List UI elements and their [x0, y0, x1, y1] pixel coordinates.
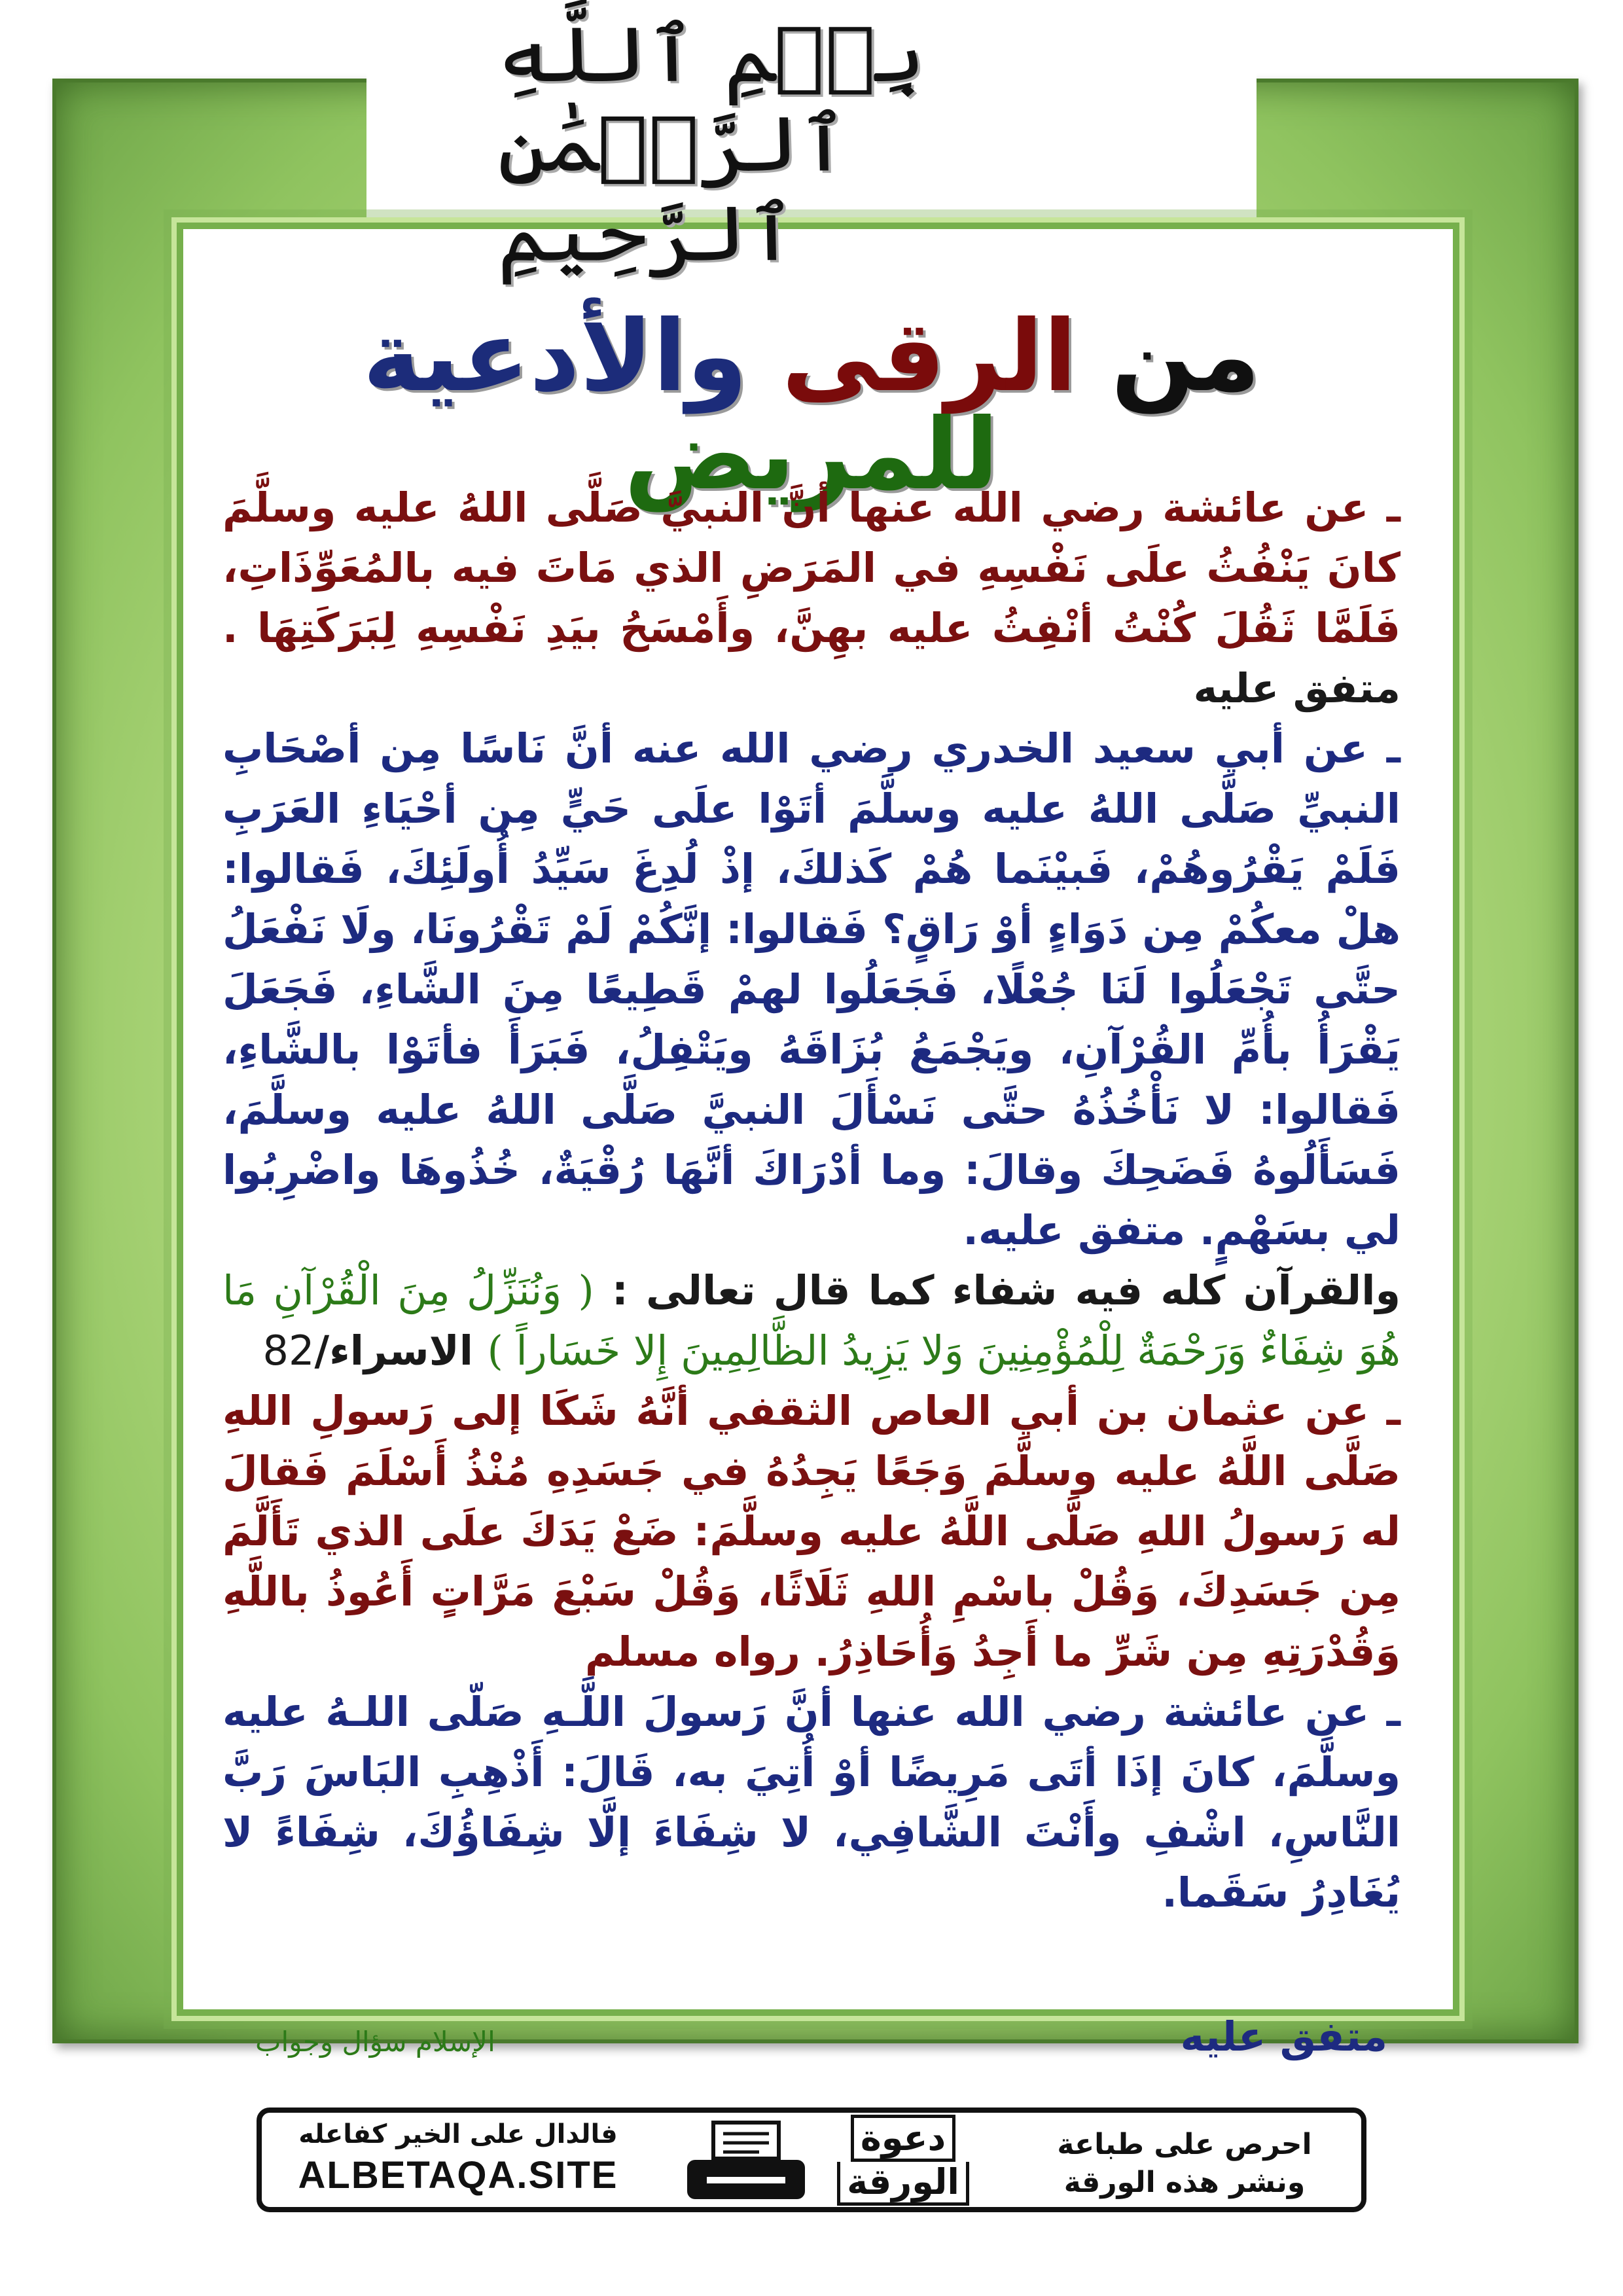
paragraph-2 — [223, 719, 1400, 1261]
source-credit: الإسلام سؤال وجواب — [255, 2026, 495, 2058]
paragraph-1-source: متفق عليه — [1193, 664, 1400, 712]
basmala-text: بِسۡمِ ٱللَّهِ ٱلرَّحۡمَٰنِ ٱلرَّحِيمِ — [497, 9, 926, 279]
footer-site-link[interactable]: ALBETAQA.SITE — [298, 2154, 618, 2197]
hadith-body — [223, 478, 1400, 2009]
paragraph-5-text: ـ عن عائشة رضي الله عنها أنَّ رَسولَ اللَّـهِ صَلّى اللـهُ عليه وسلَّمَ، كانَ إذَا أتَى مَرِيضًا أوْ أُتِيَ به، قَالَ: أَذْهِبِ البَاسَ رَبَّ النَّاسِ، اشْفِ وأَنْتَ الشَّافِي، لا شِفَاءَ إلَّا شِفَاؤُكَ، شِفَاءً لا يُغَادِرُ سَقَما. — [223, 1688, 1400, 1916]
page-title — [183, 300, 1440, 512]
printer-icon — [681, 2119, 812, 2204]
title-part-1: من — [1111, 300, 1260, 414]
paragraph-4 — [223, 1381, 1400, 1682]
paragraph-5 — [223, 1682, 1400, 1923]
verse-number: 82 — [262, 1327, 315, 1374]
paragraph-2-source: متفق عليه. — [963, 1206, 1186, 1254]
paragraph-3 — [223, 1261, 1400, 1381]
paragraph-4-text: ـ عن عثمان بن أبي العاص الثقفي أنَّهُ شَكَا إلى رَسولِ اللهِ صَلَّى اللَّهُ عليه وسلَّمَ وَجَعًا يَجِدُهُ في جَسَدِهِ مُنْذُ أَسْلَمَ فَقالَ له رَسولُ اللهِ صَلَّى اللَّهُ عليه وسلَّمَ: ضَعْ يَدَكَ علَى الذي تَأَلَّمَ مِن جَسَدِكَ، وَقُلْ باسْمِ اللهِ ثَلَاثًا، وَقُلْ سَبْعَ مَرَّاتٍ أَعُوذُ باللَّهِ وَقُدْرَتِهِ مِن شَرِّ ما أَجِدُ وَأُحَاذِرُ. — [223, 1387, 1400, 1676]
title-part-3: والأدعية — [363, 300, 748, 414]
footer-bar — [257, 2108, 1366, 2212]
footer-motto: فالدال على الخير كفاعله — [298, 2119, 618, 2149]
basmala-calligraphy — [497, 9, 1126, 279]
footer-site-block — [275, 2119, 641, 2197]
verse-reference: الاسراء/ — [314, 1327, 473, 1374]
footer-print-line-1: احرص على طباعة — [1057, 2128, 1312, 2161]
paragraph-1 — [223, 478, 1400, 719]
paragraph-5-source: متفق عليه — [1180, 2013, 1387, 2060]
logo-bottom-word: الورقة — [837, 2162, 969, 2206]
paragraph-2-text: ـ عن أبي سعيد الخدري رضي الله عنه أنَّ نَاسًا مِن أصْحَابِ النبيِّ صَلَّى اللهُ عليه وسلَّمَ أتَوْا علَى حَيٍّ مِن أحْيَاءِ العَرَبِ فَلَمْ يَقْرُوهُمْ، فَبيْنَما هُمْ كَذلكَ، إذْ لُدِغَ سَيِّدُ أُولَئِكَ، فَقالوا: هلْ معكُمْ مِن دَوَاءٍ أوْ رَاقٍ؟ فَقالوا: إنَّكُمْ لَمْ تَقْرُونَا، ولَا نَفْعَلُ حتَّى تَجْعَلُوا لَنَا جُعْلًا، فَجَعَلُوا لهمْ قَطِيعًا مِنَ الشَّاءِ، فَجَعَلَ يَقْرَأُ بأُمِّ القُرْآنِ، ويَجْمَعُ بُزَاقَهُ ويَتْفِلُ، فَبَرَأَ فأتَوْا بالشَّاءِ، فَقالوا: لا نَأْخُذُهُ حتَّى نَسْأَلَ النبيَّ صَلَّى اللهُ عليه وسلَّمَ، فَسَأَلُوهُ فَضَحِكَ وقالَ: وما أدْرَاكَ أنَّهَا رُقْيَةٌ، خُذُوهَا واضْرِبُوا لي بسَهْمٍ. — [223, 725, 1400, 1254]
quran-verse: ( وَنُنَزِّلُ مِنَ الْقُرْآنِ مَا هُوَ شِفَاءٌ وَرَحْمَةٌ لِلْمُؤْمِنِينَ وَلا يَزِيدُ الظَّالِمِينَ إِلا خَسَاراً ) — [223, 1266, 1400, 1374]
footer-print-note — [1027, 2126, 1342, 2202]
dawa-logo — [831, 2113, 975, 2207]
title-part-4: للمريض — [624, 398, 999, 512]
title-part-2: الرقى — [781, 300, 1077, 414]
footer-print-line-2: ونشر هذه الورقة — [1063, 2166, 1306, 2199]
paragraph-1-text: ـ عن عائشة رضي الله عنها أنَّ النبيَّ صَلَّى اللهُ عليه وسلَّمَ كانَ يَنْفُثُ علَى نَفْسِهِ في المَرَضِ الذي مَاتَ فيه بالمُعَوِّذَاتِ، فَلَمَّا ثَقُلَ كُنْتُ أنْفِثُ عليه بهِنَّ، وأَمْسَحُ بيَدِ نَفْسِهِ لِبَرَكَتِهَا . — [223, 484, 1400, 652]
paragraph-3-lead: والقرآن كله فيه شفاء كما قال تعالى : — [611, 1266, 1400, 1314]
paragraph-4-source: رواه مسلم — [584, 1628, 800, 1676]
logo-top-word: دعوة — [851, 2115, 955, 2162]
